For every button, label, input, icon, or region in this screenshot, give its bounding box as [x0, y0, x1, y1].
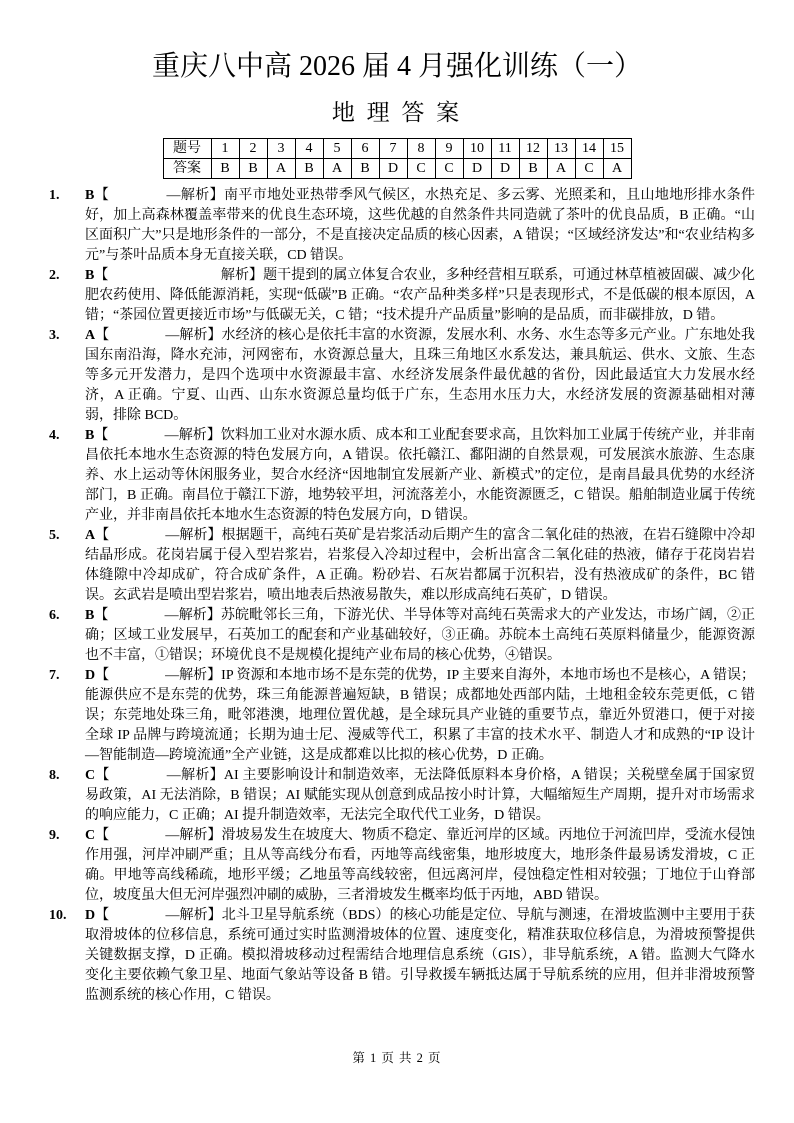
item-number: 6. [49, 608, 60, 623]
item-answer: A [85, 528, 96, 543]
explanation-item-9 [49, 826, 756, 906]
item-analysis-label: 【 解析】 [94, 268, 264, 283]
explanation-item-3 [49, 326, 756, 426]
answer-cell: B [295, 159, 323, 179]
item-number: 3. [49, 328, 60, 343]
item-number: 9. [49, 828, 60, 843]
item-analysis-text: 根据题干，高纯石英矿是岩浆活动后期产生的富含二氧化硅的热液，在岩石缝隙中冷却结晶形成。花岗岩属于侵入型岩浆岩，岩浆侵入冷却过程中，会析出富含二氧化硅的热液，储存于花岗岩岩体缝隙中冷却成矿，符合成矿条件，A 正确。粉砂岩、石灰岩都属于沉积岩，没有热液成矿的条件，BC 错误。玄武岩是喷出型岩浆岩，喷出地表后热液易散失，难以形成高纯石英矿，D 错误。 [85, 528, 756, 603]
item-number: 5. [49, 528, 60, 543]
explanation-item-8 [49, 766, 756, 826]
item-answer: C [85, 768, 96, 783]
question-number-cell: 5 [323, 139, 351, 159]
question-number-cell: 8 [407, 139, 435, 159]
item-answer: B [85, 188, 95, 203]
item-analysis-label: 【 —解析】 [95, 768, 224, 783]
answer-cell: D [491, 159, 519, 179]
item-analysis-label: 【 —解析】 [95, 528, 222, 543]
explanation-item-10 [49, 906, 756, 1006]
item-analysis-label: 【 —解析】 [95, 328, 222, 343]
answer-header: 答案 [163, 159, 211, 179]
explanation-list [0, 186, 794, 1006]
question-number-cell: 13 [547, 139, 575, 159]
item-answer: B [85, 608, 95, 623]
item-analysis-text: 题干提到的属立体复合农业，多种经营相互联系，可通过林草植被固碳、减少化肥农药使用、降低能源消耗，实现“低碳”B 正确。“农产品种类多样”只是表现形式，不是低碳的根本原因，A 错；“茶园位置更接近市场”与低碳无关，C 错；“技术提升产品质量”影响的是品质，而非碳排放，D 错。 [85, 268, 755, 323]
item-analysis-label: 【 —解析】 [94, 188, 224, 203]
item-analysis-text: AI 主要影响设计和制造效率，无法降低原料本身价格，A 错误；关税壁垒属于国家贸易政策，AI 无法消除，B 错误；AI 赋能实现从创意到成品按小时计算，大幅缩短生产周期，提升对市场需求的响应能力，C 正确；AI 提升制造效率，无法完全取代代工业务，D 错误。 [85, 768, 756, 823]
question-number-cell: 4 [295, 139, 323, 159]
item-answer: C [85, 828, 96, 843]
question-number-cell: 14 [575, 139, 603, 159]
item-analysis-label: 【 —解析】 [95, 828, 222, 843]
question-number-cell: 10 [463, 139, 491, 159]
question-number-cell: 2 [239, 139, 267, 159]
item-analysis-text: 苏皖毗邻长三角，下游光伏、半导体等对高纯石英需求大的产业发达，市场广阔，②正确；区域工业发展早，石英加工的配套和产业基础较好，③正确。苏皖本土高纯石英原料储量少，能源资源也不丰富，①错误；环境优良不是规模化提纯产业布局的核心优势，④错误。 [85, 608, 756, 663]
answer-cell: D [379, 159, 407, 179]
item-analysis-label: 【 —解析】 [94, 608, 221, 623]
answer-cell: C [407, 159, 435, 179]
item-answer: B [85, 428, 95, 443]
item-analysis-text: 南平市地处亚热带季风气候区，水热充足、多云雾、光照柔和，且山地地形排水条件好，加上高森林覆盖率带来的优良生态环境，这些优越的自然条件共同造就了茶叶的优良品质，B 正确。“山区面积广大”只是地形条件的一部分，不是直接决定品质的核心因素，A 错误；“区域经济发达”和“农业结构多元”与茶叶品质本身无直接关联，CD 错误。 [85, 188, 756, 263]
item-answer: B [85, 268, 95, 283]
item-analysis-text: 滑坡易发生在坡度大、物质不稳定、靠近河岸的区域。丙地位于河流凹岸，受流水侵蚀作用强，河岸冲刷严重；且从等高线分布看，丙地等高线密集，地形坡度大，地形条件最易诱发滑坡，C 正确。甲地等高线稀疏，地形平缓；乙地虽等高线较密，但远离河岸，侵蚀稳定性相对较强；丁地位于山脊部位，坡度虽大但无河岸强烈冲刷的威胁，三者滑坡发生概率均低于丙地，ABD 错误。 [85, 828, 756, 903]
answer-cell: A [267, 159, 295, 179]
explanation-item-2 [49, 266, 755, 326]
item-number: 4. [49, 428, 60, 443]
question-number-cell: 15 [603, 139, 631, 159]
question-number-cell: 7 [379, 139, 407, 159]
item-analysis-label: 【 —解析】 [94, 428, 221, 443]
answer-row [163, 159, 631, 179]
question-number-row [163, 139, 631, 159]
question-number-cell: 6 [351, 139, 379, 159]
answer-cell: B [519, 159, 547, 179]
answer-cell: C [575, 159, 603, 179]
explanation-item-1 [49, 186, 756, 266]
item-analysis-text: 北斗卫星导航系统（BDS）的核心功能是定位、导航与测速，在滑坡监测中主要用于获取滑坡体的位移信息，系统可通过实时监测滑坡体的位置、速度变化，精准获取位移信息，为滑坡预警提供关键数据支撑，D 正确。模拟滑坡移动过程需结合地理信息系统（GIS），非导航系统，A 错。监测大气降水变化主要依赖气象卫星、地面气象站等设备 B 错。引导救援车辆抵达属于导航系统的应用，但并非滑坡预警监测系统的核心作用，C 错误。 [85, 908, 756, 1003]
item-number: 7. [49, 668, 60, 683]
answer-cell: A [547, 159, 575, 179]
item-number: 8. [49, 768, 60, 783]
answer-cell: A [603, 159, 631, 179]
question-number-cell: 3 [267, 139, 295, 159]
item-number: 10. [49, 908, 67, 923]
answer-cell: B [351, 159, 379, 179]
explanation-item-5 [49, 526, 756, 606]
item-analysis-label: 【 —解析】 [95, 908, 222, 923]
question-number-cell: 9 [435, 139, 463, 159]
explanation-item-4 [49, 426, 756, 526]
subject-subtitle: 地 理 答 案 [331, 100, 463, 125]
item-answer: D [85, 908, 96, 923]
item-answer: D [85, 668, 96, 683]
item-number: 1. [49, 188, 60, 203]
item-analysis-text: 水经济的核心是依托丰富的水资源，发展水利、水务、水生态等多元产业。广东地处我国东南沿海，降水充沛，河网密布，水资源总量大，且珠三角地区水系发达，兼具航运、供水、文旅、生态等多元开发潜力，是四个选项中水资源最丰富、水经济发展条件最优越的省份，因此最适宜大力发展水经济，A 正确。宁夏、山西、山东水资源总量均低于广东，生态用水压力大，水经济发展的资源基础相对薄弱，排除 BCD。 [85, 328, 756, 423]
page-number-footer: 第 1 页 共 2 页 [352, 1051, 442, 1065]
question-number-cell: 11 [491, 139, 519, 159]
item-analysis-text: 饮料加工业对水源水质、成本和工业配套要求高，且饮料加工业属于传统产业，并非南昌依托本地水生态资源的特色发展方向，A 错误。依托赣江、鄱阳湖的自然景观，可发展滨水旅游、生态康养、水上运动等休闲服务业，契合水经济“因地制宜发展新产业、新模式”的定位，是南昌最具优势的水经济部门，B 正确。南昌位于赣江下游，地势较平坦，河流落差小，水能资源匮乏，C 错误。船舶制造业属于传统产业，并非南昌依托本地水生态资源的特色发展方向，D 错误。 [85, 428, 756, 523]
answer-cell: C [435, 159, 463, 179]
answer-cell: B [239, 159, 267, 179]
page-title: 重庆八中高 2026 届 4 月强化训练（一） [151, 51, 642, 82]
question-number-cell: 12 [519, 139, 547, 159]
item-number: 2. [49, 268, 60, 283]
item-analysis-label: 【 —解析】 [95, 668, 222, 683]
item-analysis-text: IP 资源和本地市场不是东莞的优势，IP 主要来自海外，本地市场也不是核心，A 错误；能源供应不是东莞的优势，珠三角能源普遍短缺，B 错误；成都地处西部内陆，土地租金较东莞更低，C 错误；东莞地处珠三角，毗邻港澳，地理位置优越，是全球玩具产业链的重要节点，靠近外贸港口，便于对接全球 IP 品牌与跨境流通；长期为迪士尼、漫威等代工，积累了丰富的技术水平、制造人才和成熟的“IP 设计—智能制造—跨境流通”全产业链，这是成都难以比拟的核心优势，D 正确。 [85, 668, 756, 763]
answer-key-table [163, 138, 632, 179]
explanation-item-7 [49, 666, 756, 766]
item-answer: A [85, 328, 96, 343]
question-number-header: 题号 [163, 139, 211, 159]
answer-cell: D [463, 159, 491, 179]
answer-cell: B [211, 159, 239, 179]
question-number-cell: 1 [211, 139, 239, 159]
explanation-item-6 [49, 606, 756, 666]
answer-cell: A [323, 159, 351, 179]
